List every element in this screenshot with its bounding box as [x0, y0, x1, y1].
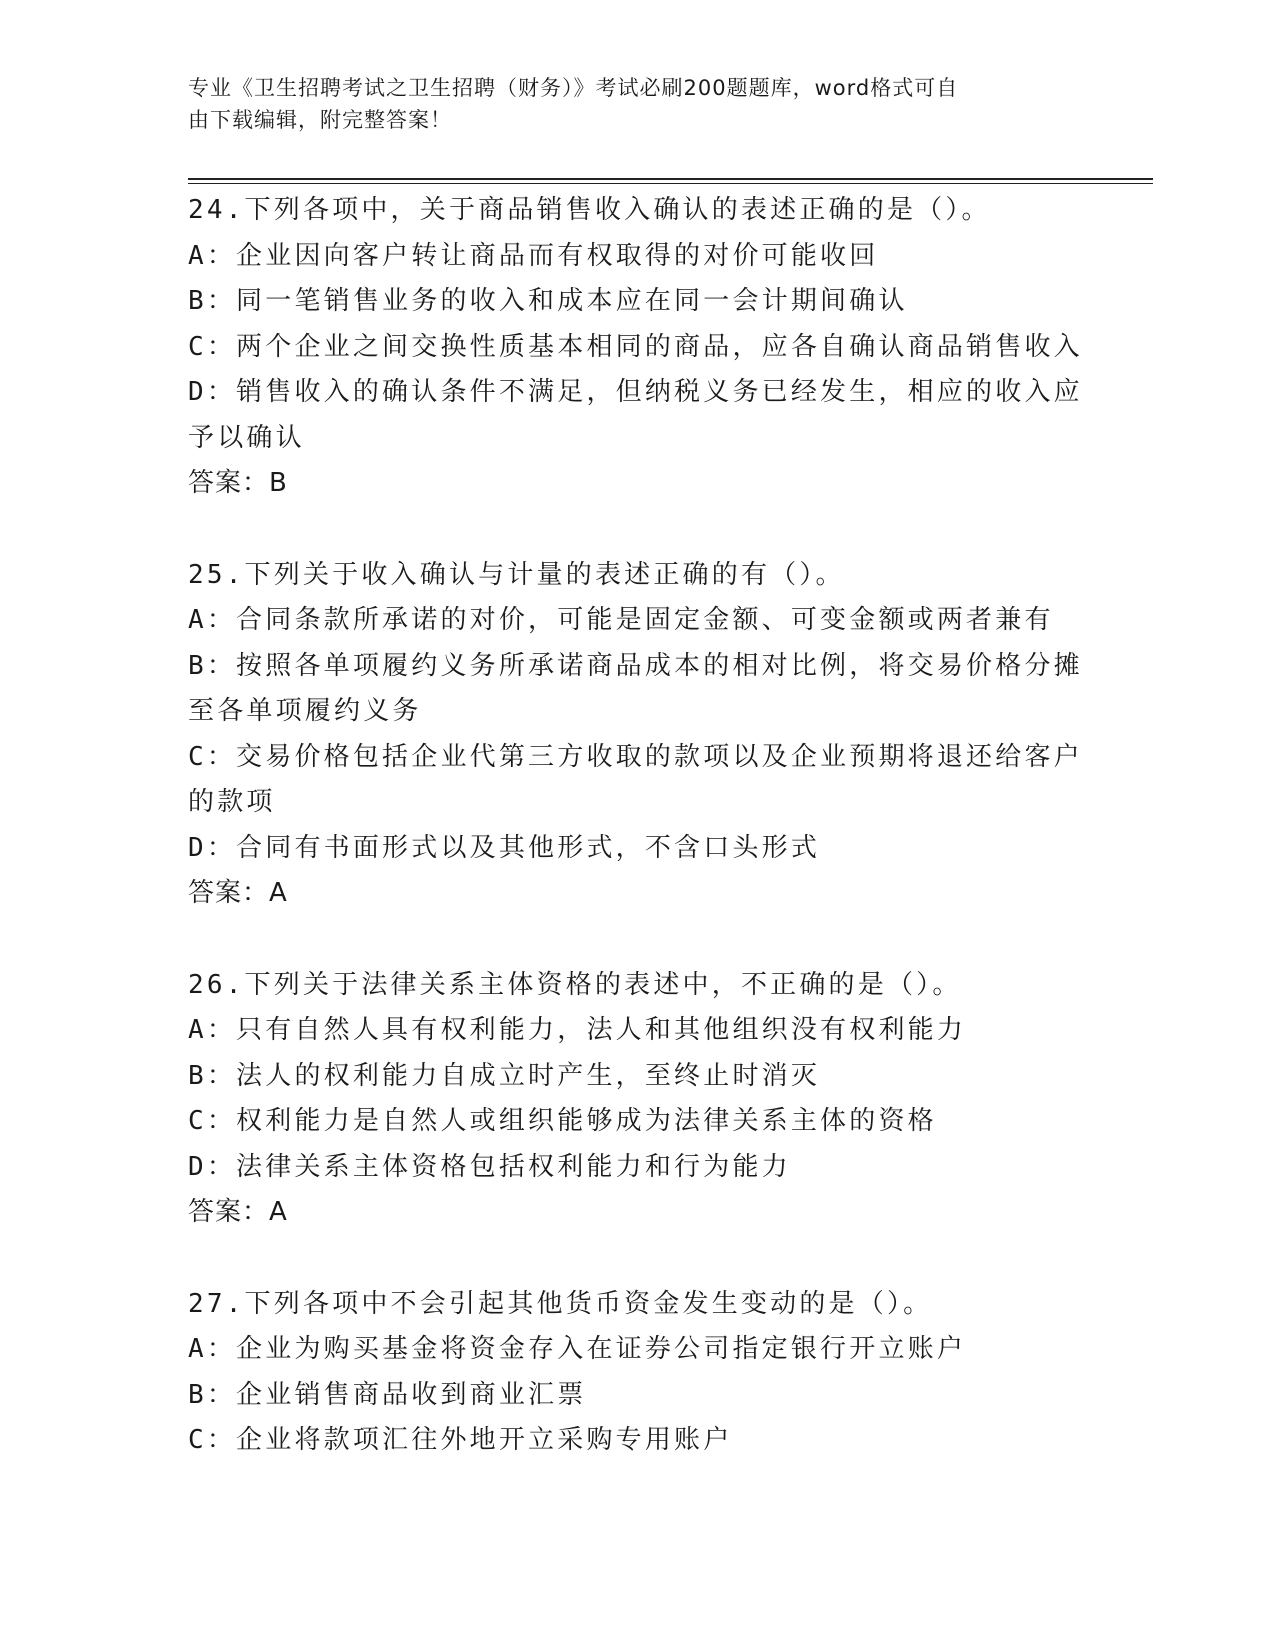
header-line-2: 由下载编辑，附完整答案！ [188, 108, 452, 132]
question-option: C：两个企业之间交换性质基本相同的商品，应各自确认商品销售收入 [188, 331, 1083, 362]
question-option-continued: 至各单项履约义务 [188, 696, 422, 726]
question-option: B：企业销售商品收到商业汇票 [188, 1379, 587, 1410]
question-option: A：合同条款所承诺的对价，可能是固定金额、可变金额或两者兼有 [188, 605, 1054, 635]
question-stem: 24.下列各项中，关于商品销售收入确认的表述正确的是（）。 [188, 195, 991, 225]
question-option: D：合同有书面形式以及其他形式，不含口头形式 [188, 832, 821, 863]
question-answer: 答案：B [188, 468, 288, 498]
question-option: A：只有自然人具有权利能力，法人和其他组织没有权利能力 [188, 1015, 967, 1045]
question-option: B：法人的权利能力自成立时产生，至终止时消灭 [188, 1060, 821, 1091]
header-line-1: 专业《卫生招聘考试之卫生招聘（财务）》考试必刷200题题库，word格式可自 [188, 76, 959, 100]
question-answer: 答案：A [188, 1197, 288, 1227]
question-answer: 答案：A [188, 878, 288, 908]
question-stem: 25.下列关于收入确认与计量的表述正确的有（）。 [188, 559, 845, 590]
question-option: A：企业为购买基金将资金存入在证券公司指定银行开立账户 [188, 1334, 967, 1364]
question-option: C：企业将款项汇往外地开立采购专用账户 [188, 1425, 733, 1455]
question-option-continued: 予以确认 [188, 422, 305, 453]
question-option: B：同一笔销售业务的收入和成本应在同一会计期间确认 [188, 286, 908, 316]
question-stem: 26.下列关于法律关系主体资格的表述中，不正确的是（）。 [188, 969, 962, 1000]
question-option: D：销售收入的确认条件不满足，但纳税义务已经发生，相应的收入应 [188, 377, 1083, 407]
header-divider-thick [188, 178, 1153, 180]
question-option: B：按照各单项履约义务所承诺商品成本的相对比例，将交易价格分摊 [188, 650, 1083, 681]
question-26 [188, 963, 1088, 1236]
question-list [188, 188, 1088, 1510]
header-divider-thin [188, 183, 1153, 184]
question-stem: 27.下列各项中不会引起其他货币资金发生变动的是（）。 [188, 1288, 933, 1319]
question-25 [188, 553, 1088, 917]
question-option: C：权利能力是自然人或组织能够成为法律关系主体的资格 [188, 1106, 937, 1136]
document-header [188, 72, 1068, 136]
question-option-continued: 的款项 [188, 787, 276, 817]
question-option: A：企业因向客户转让商品而有权取得的对价可能收回 [188, 240, 879, 271]
question-option: C：交易价格包括企业代第三方收取的款项以及企业预期将退还给客户 [188, 741, 1083, 772]
question-27 [188, 1282, 1088, 1464]
question-24 [188, 188, 1088, 507]
question-option: D：法律关系主体资格包括权利能力和行为能力 [188, 1151, 791, 1182]
